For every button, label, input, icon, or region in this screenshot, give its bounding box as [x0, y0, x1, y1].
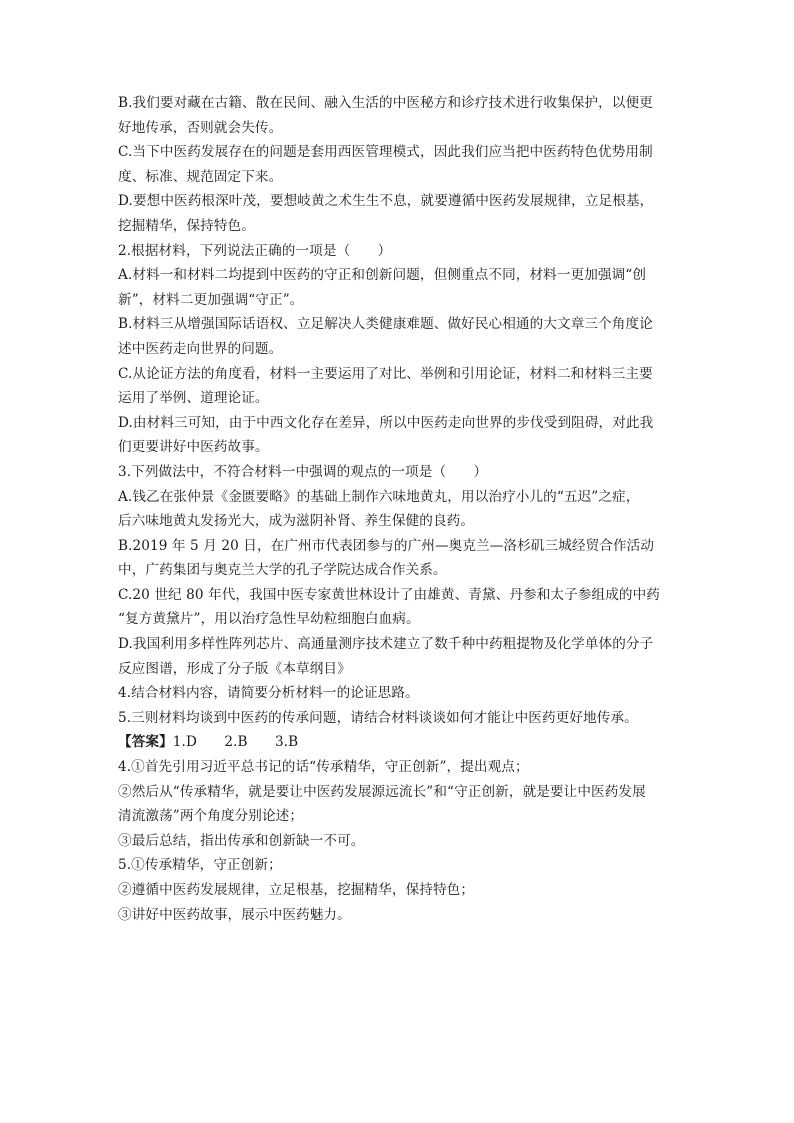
text-line: D.由材料三可知，由于中西文化存在差异，所以中医药走向世界的步伐受到阻碍，对此我	[118, 414, 654, 431]
question-2: 2.根据材料，下列说法正确的一项是（ ）	[118, 242, 392, 259]
text-line: 中，广药集团与奥克兰大学的孔子学院达成合作关系。	[118, 562, 447, 579]
answer-text: 1.D 2.B 3.B	[172, 734, 299, 751]
text-line: 度、标准、规范固定下来。	[118, 168, 283, 185]
text-line: C.20 世纪 80 年代，我国中医专家黄世林设计了由雄黄、青黛、丹参和太子参组成的中药	[118, 586, 660, 603]
text-line: B.我们要对藏在古籍、散在民间、融入生活的中医秘方和诊疗技术进行收集保护，以便更	[118, 95, 653, 111]
question-3: 3.下列做法中，不符合材料一中强调的观点的一项是（ ）	[118, 463, 488, 480]
text-line: C.从论证方法的角度看，材料一主要运用了对比、举例和引用论证，材料二和材料三主要	[118, 365, 653, 382]
text-line: 新”，材料二更加强调“守正”。	[118, 291, 304, 308]
text-line: “复方黄黛片”，用以治疗急性早幼粒细胞白血病。	[118, 611, 420, 628]
text-line: 运用了举例、道理论证。	[118, 390, 269, 407]
text-line: B.材料三从增强国际话语权、立足解决人类健康难题、做好民心相通的大文章三个角度论	[118, 316, 653, 333]
answer-detail: 清流激荡”两个角度分别论述；	[118, 808, 304, 825]
text-line: C.当下中医药发展存在的问题是套用西医管理模式，因此我们应当把中医药特色优势用制	[118, 144, 653, 161]
text-line: D.要想中医药根深叶茂，要想岐黄之术生生不息，就要遵循中医药发展规律，立足根基，	[118, 193, 654, 210]
answer-detail: ③最后总结，指出传承和创新缺一不可。	[118, 832, 365, 849]
answer-label: 【答案】	[118, 734, 173, 751]
question-4: 4.结合材料内容，请简要分析材料一的论证思路。	[118, 685, 419, 702]
answer-detail: ②遵循中医药发展规律，立足根基，挖掘精华，保持特色；	[118, 882, 475, 898]
question-5: 5.三则材料均谈到中医药的传承问题，请结合材料谈谈如何才能让中医药更好地传承。	[118, 709, 638, 726]
answer-detail: ③讲好中医药故事，展示中医药魅力。	[118, 906, 351, 923]
text-line: 好地传承，否则就会失传。	[118, 119, 283, 136]
text-line: D.我国利用多样性阵列芯片、高通量测序技术建立了数千种中药粗提物及化学单体的分子	[118, 636, 654, 653]
text-line: 后六味地黄丸发扬光大，成为滋阴补肾、养生保健的良药。	[118, 513, 475, 530]
text-line: A.材料一和材料二均提到中医药的守正和创新问题，但侧重点不同，材料一更加强调“创	[118, 267, 647, 284]
text-line: 挖掘精华，保持特色。	[118, 217, 255, 234]
text-line: 述中医药走向世界的问题。	[118, 340, 283, 357]
document-body	[118, 91, 678, 927]
answer-detail: 4.①首先引用习近平总书记的话“传承精华，守正创新”，提出观点；	[118, 759, 529, 776]
text-line: 反应图谱，形成了分子版《本草纲目》	[118, 660, 351, 677]
answer-detail: ②然后从“传承精华，就是要让中医药发展源远流长”和“守正创新，就是要让中医药发展	[118, 783, 646, 800]
text-line: 们更要讲好中医药故事。	[118, 439, 269, 456]
text-line: A.钱乙在张仲景《金匮要略》的基础上制作六味地黄丸，用以治疗小儿的“五迟”之症，	[118, 488, 640, 505]
answer-line	[118, 730, 678, 755]
text-line: B.2019 年 5 月 20 日，在广州市代表团参与的广州—奥克兰—洛杉矶三城经贸合作活动	[118, 537, 655, 554]
answer-detail: 5.①传承精华，守正创新；	[118, 857, 282, 874]
